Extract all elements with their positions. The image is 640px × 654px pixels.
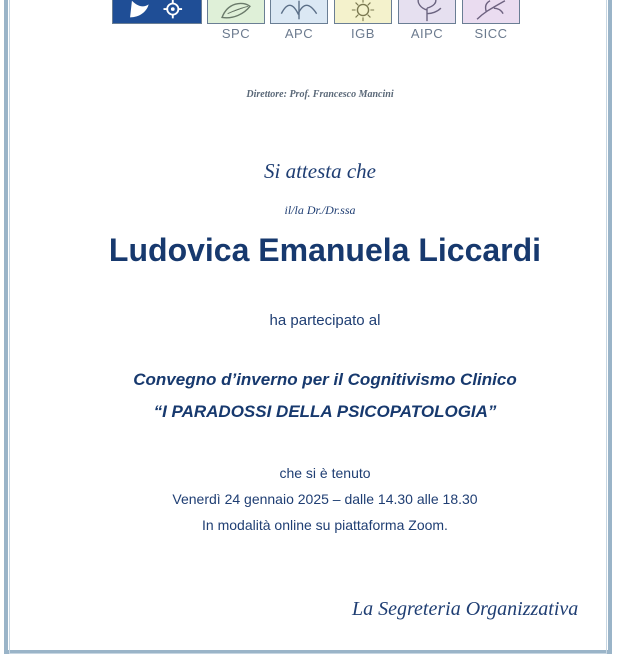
event-subtitle: “I PARADOSSI DELLA PSICOPATOLOGIA” xyxy=(153,402,497,421)
logo-label-igb: IGB xyxy=(351,26,375,41)
event-mode: In modalità online su piattaforma Zoom. xyxy=(202,517,448,533)
participation-text: ha partecipato al xyxy=(269,312,381,329)
recipient-name: Ludovica Emanuela Liccardi xyxy=(108,232,542,268)
wave-emblem-logo xyxy=(270,0,328,24)
signature-secretary: La Segreteria Organizzativa xyxy=(352,598,579,620)
logo-label-apc: APC xyxy=(284,26,314,41)
attestation-heading: Si attesta che xyxy=(264,159,376,183)
logo-label-sicc: SICC xyxy=(474,26,508,41)
sun-emblem-logo xyxy=(334,0,392,24)
logo-label-aipc: AIPC xyxy=(410,26,444,41)
logo-label-spc: SPC xyxy=(221,26,251,41)
event-name: Convegno d’inverno per il Cognitivismo Clinico xyxy=(133,370,517,389)
held-text: che si è tenuto xyxy=(279,465,371,481)
leaf-emblem-logo xyxy=(207,0,265,24)
tree-emblem-logo xyxy=(398,0,456,24)
white-emblem-logo xyxy=(112,0,202,24)
branch-emblem-logo xyxy=(462,0,520,24)
event-date: Venerdì 24 gennaio 2025 – dalle 14.30 alle 18.30 xyxy=(172,491,478,507)
logo-strip xyxy=(0,0,640,44)
title-prefix: il/la Dr./Dr.ssa xyxy=(284,203,356,217)
director-line: Direttore: Prof. Francesco Mancini xyxy=(246,89,394,100)
